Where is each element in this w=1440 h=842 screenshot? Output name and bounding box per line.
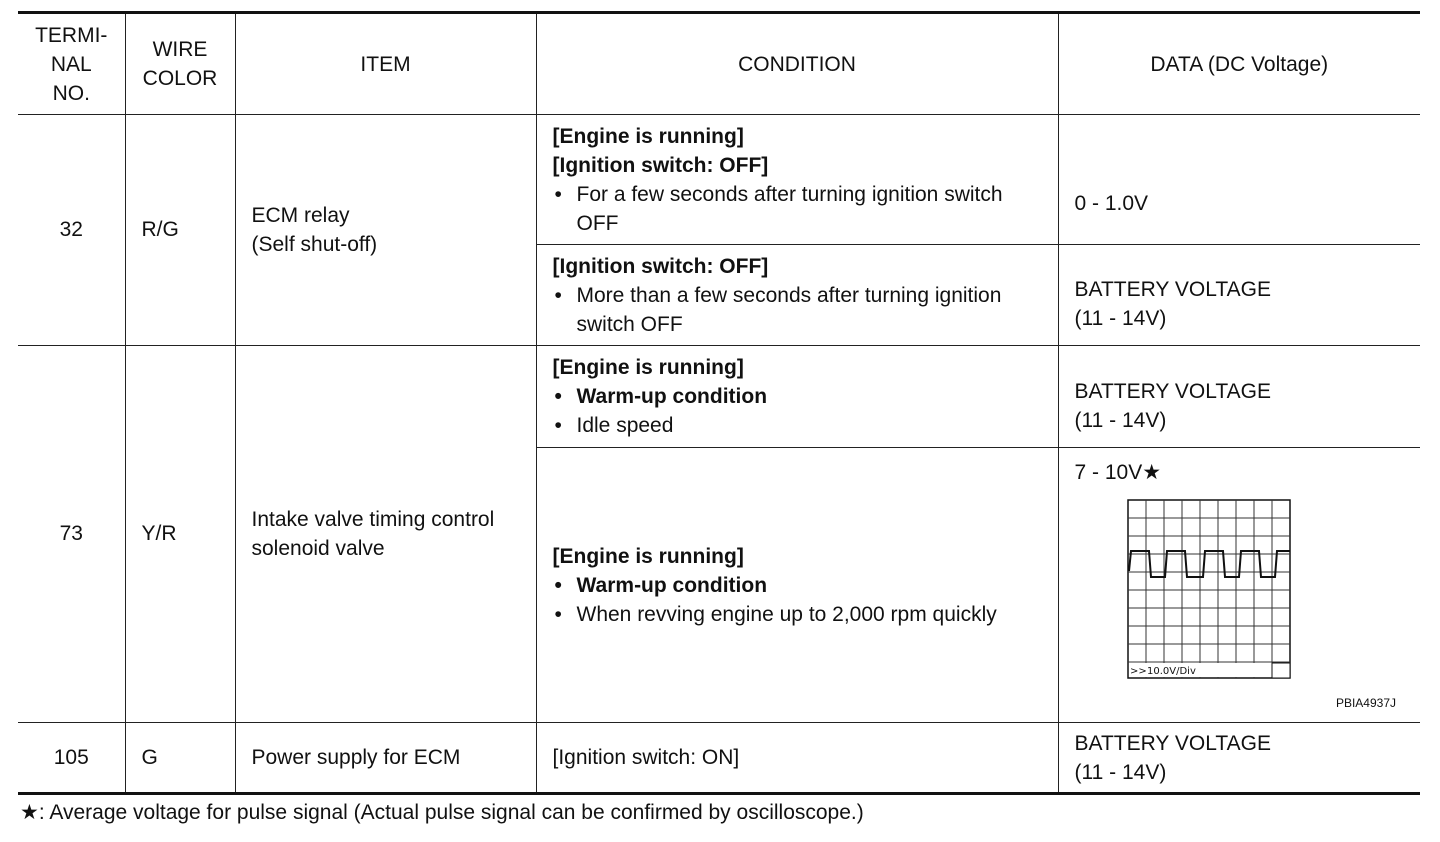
condition-cell: [Ignition switch: ON] xyxy=(536,723,1058,794)
header-wire-color: WIRE COLOR xyxy=(125,13,235,115)
figure-code: PBIA4937J xyxy=(1335,696,1396,710)
terminal-number: 32 xyxy=(18,115,125,346)
oscilloscope-figure xyxy=(1075,487,1405,722)
wire-color: R/G xyxy=(125,115,235,346)
wire-color: G xyxy=(125,723,235,794)
scope-scale-label: 10.0V/Div xyxy=(1146,666,1196,677)
data-cell: BATTERY VOLTAGE (11 - 14V) xyxy=(1058,245,1420,346)
table-row xyxy=(18,723,1420,794)
header-terminal: TERMI- NAL NO. xyxy=(18,13,125,115)
item-description: Power supply for ECM xyxy=(235,723,536,794)
condition-cell: [Ignition switch: OFF] • More than a few seconds after turning ignition switch OFF xyxy=(536,245,1058,346)
terminal-data-table xyxy=(18,11,1420,795)
star-icon: ★ xyxy=(1142,461,1162,484)
item-description: Intake valve timing control solenoid valve xyxy=(235,346,536,723)
scope-marker: >> xyxy=(1129,666,1147,677)
condition-cell: [Engine is running] • Warm-up condition • Idle speed xyxy=(536,346,1058,448)
header-item: ITEM xyxy=(235,13,536,115)
wire-color: Y/R xyxy=(125,346,235,723)
header-condition: CONDITION xyxy=(536,13,1058,115)
terminal-number: 73 xyxy=(18,346,125,723)
data-cell: 7 - 10V★ >> 10.0V/Div PBIA4937J xyxy=(1058,448,1420,723)
data-cell: 0 - 1.0V xyxy=(1058,115,1420,245)
footnote xyxy=(20,800,864,825)
header-data: DATA (DC Voltage) xyxy=(1058,13,1420,115)
header-row xyxy=(18,13,1420,115)
item-description: ECM relay (Self shut-off) xyxy=(235,115,536,346)
data-cell: BATTERY VOLTAGE (11 - 14V) xyxy=(1058,346,1420,448)
condition-cell: [Engine is running] • Warm-up condition • When revving engine up to 2,000 rpm quickly xyxy=(536,448,1058,723)
terminal-number: 105 xyxy=(18,723,125,794)
table-row xyxy=(18,115,1420,245)
star-icon: ★ xyxy=(20,801,39,824)
oscilloscope-waveform-icon xyxy=(1127,499,1293,681)
condition-cell: [Engine is running] [Ignition switch: OFF] • For a few seconds after turning ignition switch OFF xyxy=(536,115,1058,245)
footnote-text: : Average voltage for pulse signal (Actual pulse signal can be confirmed by oscilloscope.) xyxy=(38,801,864,824)
data-cell: BATTERY VOLTAGE (11 - 14V) xyxy=(1058,723,1420,794)
table-row xyxy=(18,346,1420,448)
